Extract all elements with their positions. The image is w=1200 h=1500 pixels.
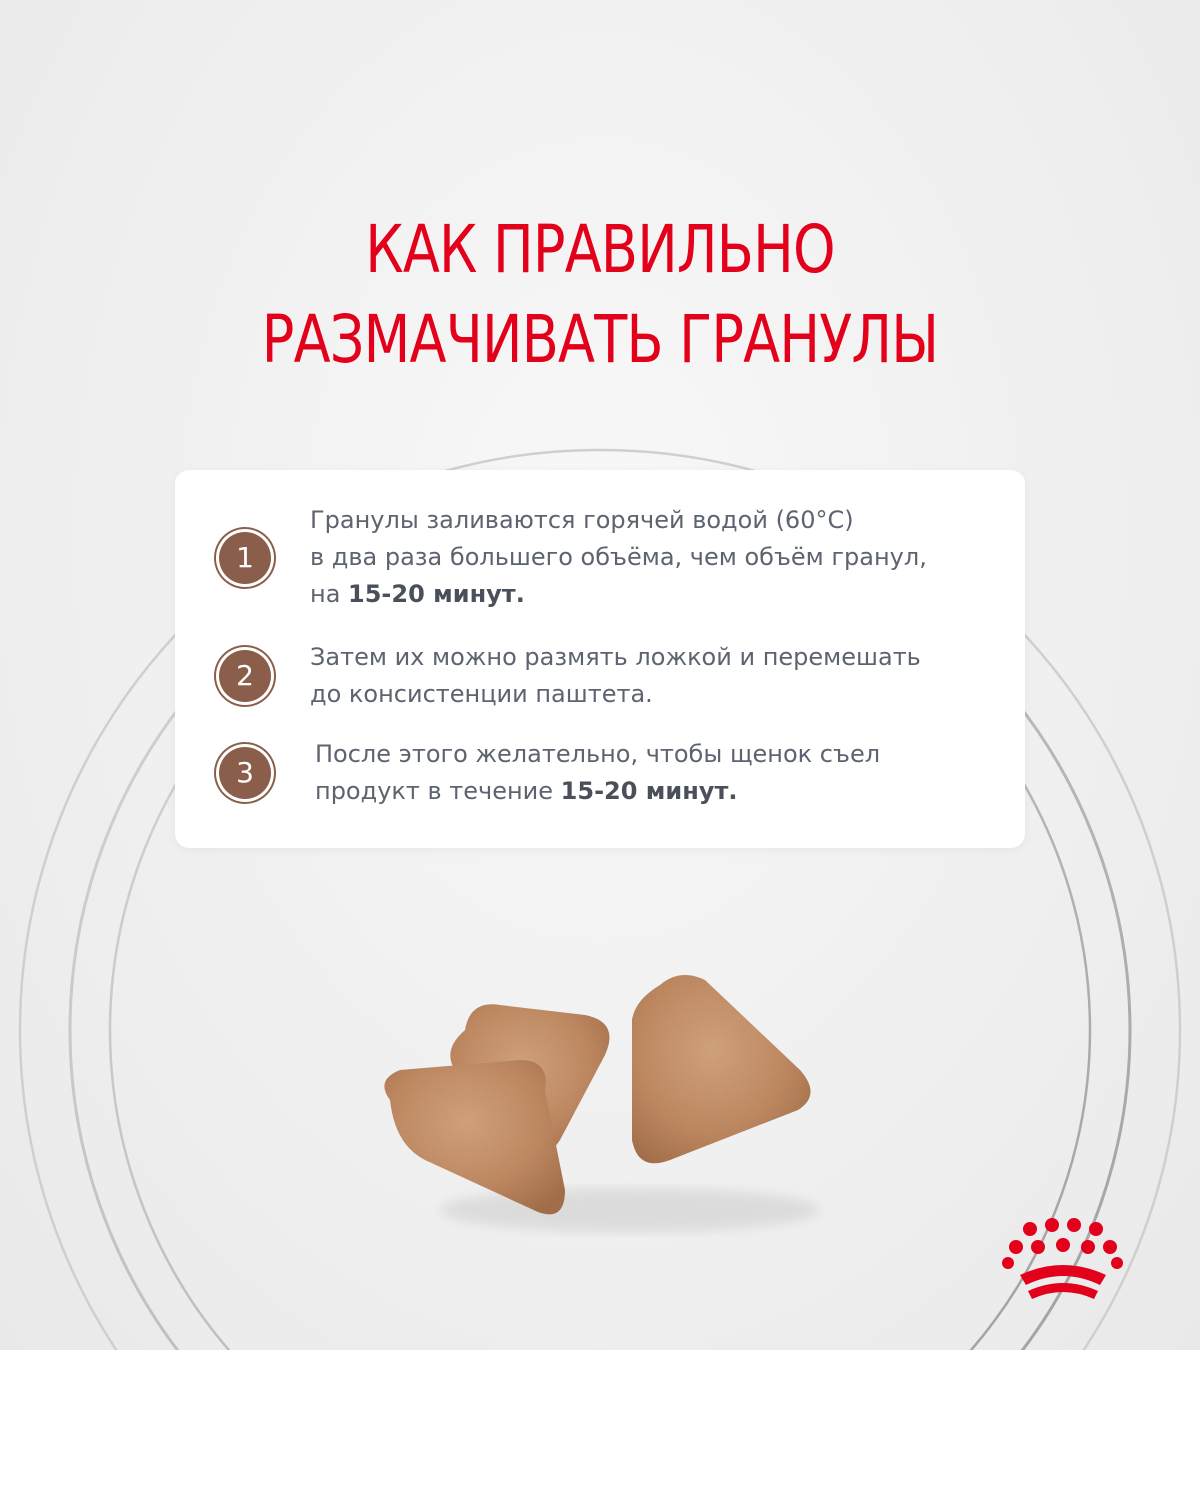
step-text: После этого желательно, чтобы щенок съел продукт в течение 15-20 минут. xyxy=(315,740,881,805)
title-line-1: КАК ПРАВИЛЬНО xyxy=(365,211,835,288)
page-title xyxy=(108,205,1092,385)
step-number-badge: 3 xyxy=(219,747,271,799)
title-line-2: РАЗМАЧИВАТЬ ГРАНУЛЫ xyxy=(261,301,939,378)
step-number-badge: 1 xyxy=(219,532,271,584)
royal-canin-crown-icon xyxy=(1000,1215,1125,1305)
step-text: Затем их можно размять ложкой и перемешать до консистенции паштета. xyxy=(310,643,921,708)
instructions-card xyxy=(175,470,1025,848)
step-number-badge: 2 xyxy=(219,650,271,702)
step-text: Гранулы заливаются горячей водой (60°C) в два раза большего объёма, чем объём гранул, на 15-20 минут. xyxy=(310,506,927,608)
kibble-granules-image xyxy=(370,960,830,1250)
bottom-band xyxy=(0,1350,1200,1500)
